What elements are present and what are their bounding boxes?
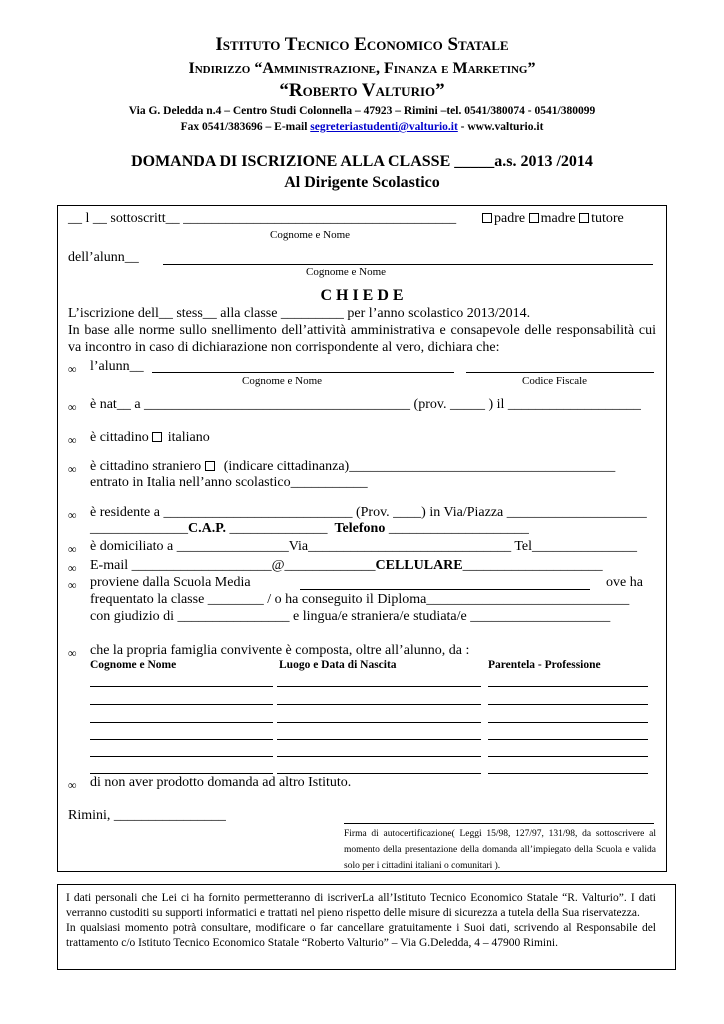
family-cell[interactable] xyxy=(488,704,648,705)
form-subtitle: Al Dirigente Scolastico xyxy=(284,174,440,191)
family-cell[interactable] xyxy=(488,739,648,740)
bullet-icon: ∞ xyxy=(68,578,77,592)
famiglia-text: che la propria famiglia convivente è composta, oltre all’alunno, da : xyxy=(90,643,470,658)
bullet-icon: ∞ xyxy=(68,362,77,376)
email-link[interactable]: segreteriastudenti@valturio.it xyxy=(310,121,458,133)
family-cell[interactable] xyxy=(277,756,481,757)
family-cell[interactable] xyxy=(90,704,273,705)
cognome-nome-caption-3: Cognome e Nome xyxy=(242,375,323,387)
padre-checkbox[interactable] xyxy=(482,213,492,223)
family-cell[interactable] xyxy=(90,686,273,687)
rimini-date-field[interactable]: Rimini, ________________ xyxy=(68,808,226,823)
form-title: DOMANDA DI ISCRIZIONE ALLA CLASSE _____a.s. 2013 /2014 xyxy=(131,153,593,170)
nato-field[interactable]: è nat__ a ______________________________________ (prov. _____ ) il ___________________ xyxy=(90,397,641,412)
firma-line[interactable] xyxy=(344,823,654,824)
family-cell[interactable] xyxy=(277,722,481,723)
bullet-icon: ∞ xyxy=(68,561,77,575)
family-cell[interactable] xyxy=(277,739,481,740)
chiede-heading: C H I E D E xyxy=(320,287,404,304)
family-cell[interactable] xyxy=(90,722,273,723)
sottoscritto-field[interactable]: __ l __ sottoscritt__ _______________________________________ xyxy=(68,211,457,226)
privacy-paragraph-1: I dati personali che Lei ci ha fornito permetteranno di iscriverLa all’Istituto Tecnico Economico Statale “R. Valturio”. I dati verranno custoditi su supporti informatici e trattati nel pieno rispetto delle misure di sicurezza a tutela della Sua riservatezza. xyxy=(66,892,656,919)
parent-role-options: padre madre tutore xyxy=(482,211,624,227)
bullet-icon: ∞ xyxy=(68,462,77,476)
scuola-media-line[interactable] xyxy=(300,589,590,590)
cittadino-italiano-row: è cittadino italiano xyxy=(90,430,210,445)
family-cell[interactable] xyxy=(90,756,273,757)
col-cognome-nome: Cognome e Nome xyxy=(90,659,177,671)
family-cell[interactable] xyxy=(277,704,481,705)
tutore-checkbox[interactable] xyxy=(579,213,589,223)
family-cell[interactable] xyxy=(488,722,648,723)
col-parentela: Parentela - Professione xyxy=(488,659,601,671)
privacy-paragraph-2: In qualsiasi momento potrà consultare, modificare o far cancellare gratuitamente i Suoi dati, scrivendo al Responsabile del trattamento c/o Istituto Tecnico Economico Statale “Roberto Valturio” – Via G.Deledda, 4 – 47900 Rimini. xyxy=(66,922,656,949)
frequentato-field[interactable]: frequentato la classe ________ / o ha conseguito il Diploma_____________________________ xyxy=(90,592,630,607)
italiano-checkbox[interactable] xyxy=(152,432,162,442)
school-branch: Indirizzo “Amministrazione, Finanza e Marketing” xyxy=(188,60,536,77)
family-cell[interactable] xyxy=(488,686,648,687)
codice-fiscale-line[interactable] xyxy=(466,372,654,373)
email-cellulare-row[interactable]: E-mail ____________________@_____________CELLULARE____________________ xyxy=(90,558,603,573)
domiciliato-field[interactable]: è domiciliato a ________________Via_____________________________ Tel_______________ xyxy=(90,539,637,554)
cittadino-straniero-row: è cittadino straniero (indicare cittadinanza)______________________________________ xyxy=(90,459,616,474)
school-name: Istituto Tecnico Economico Statale xyxy=(215,34,509,55)
privacy-text xyxy=(66,891,656,951)
proviene-label: proviene dalla Scuola Media xyxy=(90,575,251,590)
residente-field[interactable]: è residente a ___________________________ (Prov. ____) in Via/Piazza ____________________ xyxy=(90,505,647,520)
alunno-line[interactable] xyxy=(163,264,653,265)
bullet-icon: ∞ xyxy=(68,508,77,522)
bullet-icon: ∞ xyxy=(68,542,77,556)
codice-fiscale-caption: Codice Fiscale xyxy=(522,375,588,387)
alunno-label: dell’alunn__ xyxy=(68,250,139,265)
cap-telefono-row[interactable]: ______________C.A.P. ______________ Telefono ____________________ xyxy=(90,521,529,536)
bullet-icon: ∞ xyxy=(68,778,77,792)
ove-label: ove ha xyxy=(606,575,643,590)
firma-note: Firma di autocertificazione( Leggi 15/98, 127/97, 131/98, da sottoscrivere al momento della presentazione della domanda all’impiegato della Scuola e valida solo per i cittadini italiani o comunitari ). xyxy=(344,829,656,871)
school-address: Via G. Deledda n.4 – Centro Studi Colonnella – 47923 – Rimini –tel. 0541/380074 - 0541/380099 xyxy=(128,105,596,117)
family-cell[interactable] xyxy=(488,773,648,774)
non-prodotto-text: di non aver prodotto domanda ad altro Istituto. xyxy=(90,775,352,790)
straniero-checkbox[interactable] xyxy=(205,461,215,471)
giudizio-field[interactable]: con giudizio di ________________ e lingua/e straniera/e studiata/e ____________________ xyxy=(90,609,611,624)
family-cell[interactable] xyxy=(90,739,273,740)
alunno2-label: l’alunn__ xyxy=(90,359,144,374)
madre-checkbox[interactable] xyxy=(529,213,539,223)
norme-text: In base alle norme sullo snellimento dell’attività amministrativa e consapevole delle responsabilità cui va incontro in caso di dichiarazione non corrispondente al vero, dichiara che: xyxy=(68,323,656,355)
bullet-icon: ∞ xyxy=(68,646,77,660)
entrato-field[interactable]: entrato in Italia nell’anno scolastico___________ xyxy=(90,475,368,490)
family-cell[interactable] xyxy=(277,686,481,687)
family-cell[interactable] xyxy=(277,773,481,774)
bullet-icon: ∞ xyxy=(68,433,77,447)
cognome-nome-caption-2: Cognome e Nome xyxy=(306,266,387,278)
school-title: “Roberto Valturio” xyxy=(279,80,445,101)
cognome-nome-caption: Cognome e Nome xyxy=(270,229,351,241)
family-cell[interactable] xyxy=(90,773,273,774)
iscrizione-text: L’iscrizione dell__ stess__ alla classe _________ per l’anno scolastico 2013/2014. xyxy=(68,306,531,321)
col-luogo-data: Luogo e Data di Nascita xyxy=(279,659,397,671)
bullet-icon: ∞ xyxy=(68,400,77,414)
family-cell[interactable] xyxy=(488,756,648,757)
alunno2-name-line[interactable] xyxy=(152,372,454,373)
school-contacts: Fax 0541/383696 – E-mail segreteriastudenti@valturio.it - www.valturio.it xyxy=(180,121,544,133)
